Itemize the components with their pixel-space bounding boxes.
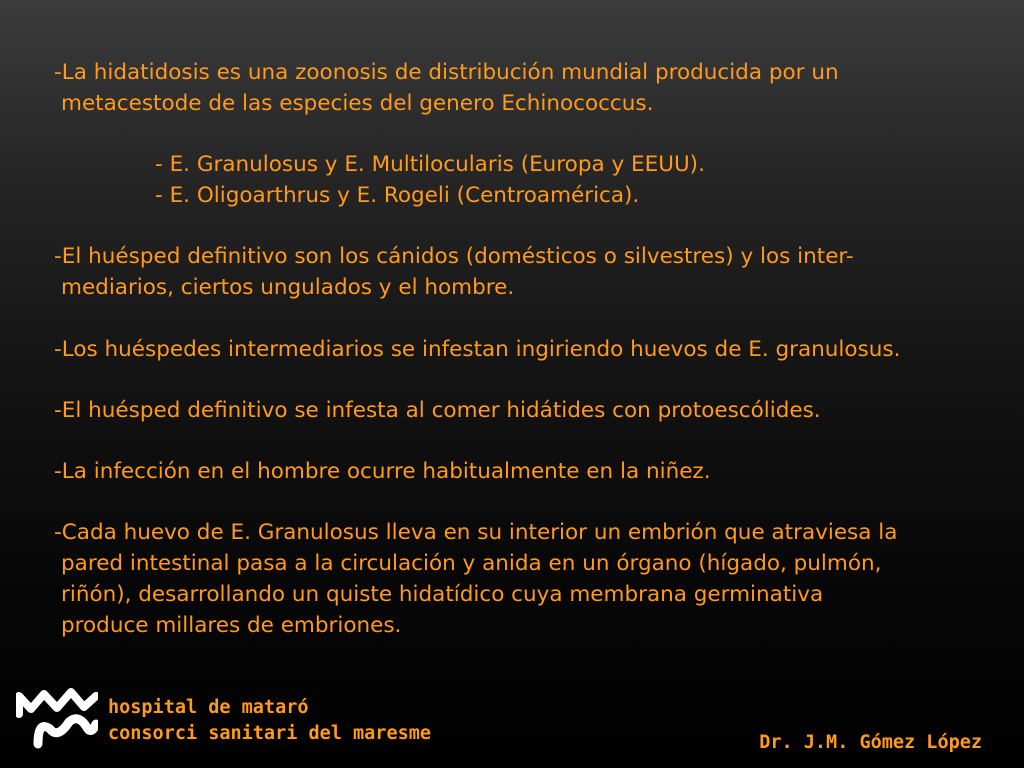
species-item-oligoarthrus: - E. Oligoarthrus y E. Rogeli (Centroamérica). [155,183,640,208]
consortium-name: consorci sanitari del maresme [108,723,432,744]
hospital-name: hospital de mataró [108,697,309,718]
paragraph-hidatidosis-line-2: metacestode de las especies del genero Echinococcus. [61,91,654,116]
paragraph-definitive-host-infection: -El huésped definitivo se infesta al comer hidátides con protoescólides. [54,398,821,423]
species-item-granulosus: - E. Granulosus y E. Multilocularis (Europa y EEUU). [155,152,705,177]
paragraph-egg-line-2: pared intestinal pasa a la circulación y anida en un órgano (hígado, pulmón, [61,551,882,576]
paragraph-hidatidosis-line-1: -La hidatidosis es una zoonosis de distribución mundial producida por un [54,60,839,85]
paragraph-human-infection: -La infección en el hombre ocurre habitualmente en la niñez. [54,459,711,484]
paragraph-egg-line-3: riñón), desarrollando un quiste hidatídico cuya membrana germinativa [61,582,824,607]
wave-logo-icon [16,684,98,750]
author-credit: Dr. J.M. Gómez López [759,732,982,753]
paragraph-definitive-host-line-2: mediarios, ciertos ungulados y el hombre. [61,275,515,300]
paragraph-egg-line-1: -Cada huevo de E. Granulosus lleva en su interior un embrión que atraviesa la [54,520,898,545]
paragraph-intermediate-hosts: -Los huéspedes intermediarios se infestan ingiriendo huevos de E. granulosus. [54,337,901,362]
paragraph-definitive-host-line-1: -El huésped definitivo son los cánidos (domésticos o silvestres) y los inter- [54,244,854,269]
paragraph-egg-line-4: produce millares de embriones. [61,613,402,638]
